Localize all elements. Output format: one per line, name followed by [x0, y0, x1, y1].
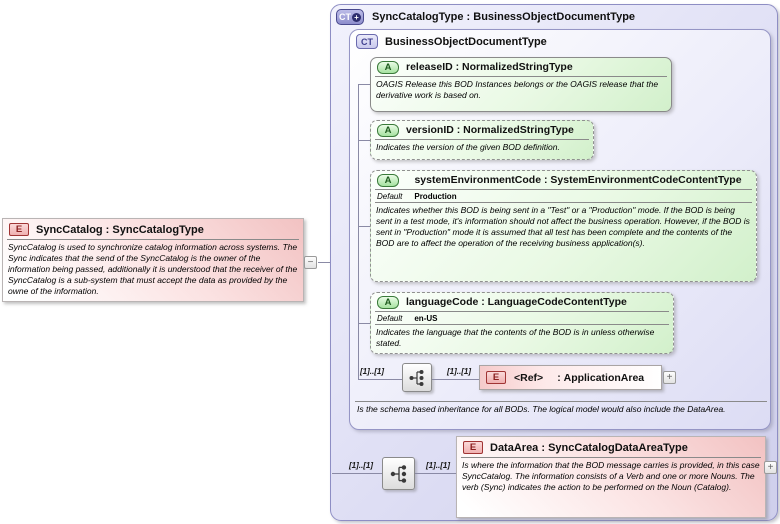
- connector-line: [358, 140, 370, 141]
- expand-button-applicationarea[interactable]: +: [663, 371, 676, 384]
- attribute-doc: OAGIS Release this BOD Instances belongs or the OAGIS release that the derivative work is based on.: [376, 79, 659, 100]
- default-label: Default: [377, 314, 403, 323]
- element-icon: E: [463, 441, 483, 454]
- default-value: Production: [414, 192, 457, 201]
- attribute-doc: Indicates whether this BOD is being sent in a "Test" or a "Production" mode. If the BOD is being sent in a test mode, it's information should not affect the business operation. However, if the BOD is sent in "Production" mode it is assumed that all test has been complete and the contents of the BOD are to affect the operation of the receiving business application(s).: [376, 205, 750, 248]
- cardinality-label: [1]..[1]: [360, 367, 384, 376]
- ref-element-type: : ApplicationArea: [557, 371, 645, 384]
- attribute-box-languagecode[interactable]: [370, 292, 674, 354]
- attribute-doc: Indicates the language that the contents of the BOD is in unless otherwise stated.: [376, 327, 655, 348]
- attribute-box-releaseid[interactable]: [370, 57, 672, 112]
- element-doc: Is where the information that the BOD message carries is provided, in this case SyncCatalog. The information consists of a Verb and one or more Nouns. The verb (Sync) indicates the action to be performed on the Noun (Catalog).: [462, 460, 760, 492]
- type-header: [336, 9, 635, 25]
- base-type-doc-wrap: [352, 402, 764, 418]
- element-doc: SyncCatalog is used to synchronize catalog information across systems. The Sync indicates that the send of the SyncCatalog is the owner of the information being passed, additionally it is understood that the receiver of the SyncCatalog is a sub-system that must accept the data as provided by the owne of the information.: [8, 242, 298, 296]
- attribute-icon: A: [377, 61, 399, 74]
- type-title: SyncCatalogType : BusinessObjectDocumentType: [372, 11, 636, 23]
- attribute-title-row: [371, 58, 671, 76]
- attribute-title: systemEnvironmentCode : SystemEnvironmentCodeContentType: [414, 174, 742, 186]
- attribute-default-row: [371, 312, 673, 324]
- collapse-button[interactable]: −: [304, 256, 317, 269]
- element-box-applicationarea-ref[interactable]: [479, 365, 662, 390]
- connector-line: [358, 226, 370, 227]
- extension-plus-icon: +: [352, 13, 361, 22]
- type-container-businessobjectdocumenttype: [349, 29, 771, 430]
- base-type-header: [356, 34, 547, 49]
- base-type-doc: Is the schema based inheritance for all BODs. The logical model would also include the DataArea.: [357, 404, 726, 414]
- complextype-icon-label: CT: [339, 12, 351, 22]
- attribute-box-systemenvironmentcode[interactable]: [370, 170, 757, 282]
- ref-element-name: <Ref>: [514, 371, 544, 384]
- attribute-default-row: [371, 190, 756, 202]
- element-icon: E: [486, 371, 506, 384]
- complextype-icon: CT: [356, 34, 378, 49]
- connector-line: [358, 379, 402, 380]
- attribute-title-row: [371, 171, 756, 189]
- base-type-title: BusinessObjectDocumentType: [385, 35, 547, 48]
- complextype-extension-icon: [336, 9, 364, 25]
- attribute-icon: A: [377, 174, 399, 187]
- connector-line: [358, 323, 370, 324]
- attribute-icon: A: [377, 124, 399, 137]
- element-title-row: [3, 219, 303, 239]
- cardinality-label: [1]..[1]: [349, 461, 373, 470]
- element-box-dataarea[interactable]: [456, 436, 766, 518]
- attribute-title: languageCode : LanguageCodeContentType: [406, 296, 627, 308]
- default-value: en-US: [414, 314, 438, 323]
- type-container-synccatalogtype: [330, 4, 778, 521]
- connector-line: [415, 473, 456, 474]
- element-title-row: [457, 437, 765, 457]
- element-box-synccatalog[interactable]: [2, 218, 304, 302]
- element-icon: E: [9, 223, 29, 236]
- attribute-doc: Indicates the version of the given BOD definition.: [376, 142, 560, 152]
- attribute-icon: A: [377, 296, 399, 309]
- connector-line: [358, 84, 359, 380]
- default-label: Default: [377, 192, 403, 201]
- sequence-icon[interactable]: [382, 457, 415, 490]
- sequence-glyph: [407, 368, 427, 388]
- attribute-title: versionID : NormalizedStringType: [406, 124, 574, 136]
- attribute-title: releaseID : NormalizedStringType: [406, 61, 573, 73]
- cardinality-label: [1]..[1]: [426, 461, 450, 470]
- element-title: DataArea : SyncCatalogDataAreaType: [490, 441, 688, 454]
- attribute-title-row: [371, 121, 593, 139]
- element-title: SyncCatalog : SyncCatalogType: [36, 223, 204, 236]
- connector-line: [432, 379, 479, 380]
- attribute-box-versionid[interactable]: [370, 120, 594, 160]
- connector-line: [358, 84, 370, 85]
- expand-button-dataarea[interactable]: +: [764, 461, 777, 474]
- cardinality-label: [1]..[1]: [447, 367, 471, 376]
- sequence-icon[interactable]: [402, 363, 432, 392]
- connector-line: [332, 473, 382, 474]
- attribute-title-row: [371, 293, 673, 311]
- sequence-glyph: [388, 463, 410, 485]
